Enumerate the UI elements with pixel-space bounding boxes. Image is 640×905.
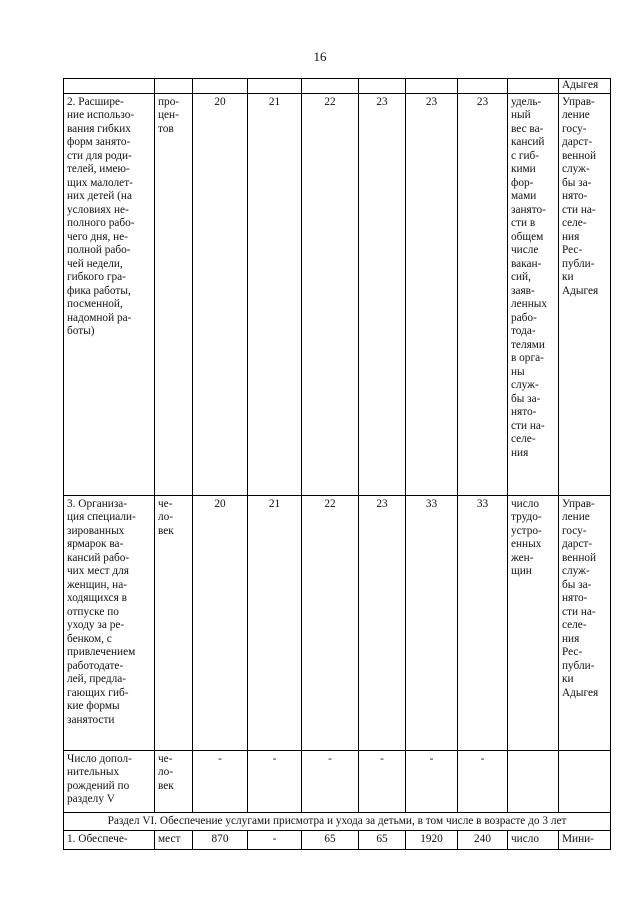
value-cell: 65 bbox=[359, 831, 406, 850]
unit-cell: че- ло- век bbox=[155, 495, 193, 750]
value-cell: 65 bbox=[302, 831, 359, 850]
unit-cell: че- ло- век bbox=[155, 750, 193, 812]
indicator-cell: удель- ный вес ва- кансий с гиб- кими фор- мами занято- сти в общем числе вакан- сий, заяв- ленных рабо- тода- телями в орга- ны служ- бы за- нято- сти на- селе- ния bbox=[508, 93, 559, 495]
indicator-cell: число bbox=[508, 831, 559, 850]
value-cell: - bbox=[406, 750, 458, 812]
value-cell: 33 bbox=[458, 495, 508, 750]
value-cell: - bbox=[302, 750, 359, 812]
value-cell: 20 bbox=[193, 495, 248, 750]
value-cell: - bbox=[248, 831, 302, 850]
table-row bbox=[64, 831, 611, 850]
table-row-summary bbox=[64, 750, 611, 812]
value-cell: - bbox=[458, 750, 508, 812]
measures-table bbox=[63, 78, 611, 850]
indicator-cell bbox=[508, 750, 559, 812]
value-cell: 240 bbox=[458, 831, 508, 850]
responsible-cell: Управ- ление госу- дарст- венной служ- бы за- нято- сти на- селе- ния Рес- публи- ки Адыгея bbox=[559, 93, 611, 495]
value-cell: 21 bbox=[248, 93, 302, 495]
page-number: 16 bbox=[313, 49, 327, 64]
measure-name: Число допол- нительных рождений по разделу V bbox=[64, 750, 155, 812]
section-title: Раздел VI. Обеспечение услугами присмотра и ухода за детьми, в том числе в возрасте до 3 лет bbox=[64, 812, 611, 831]
table-row bbox=[64, 495, 611, 750]
value-cell: - bbox=[248, 750, 302, 812]
value-cell: - bbox=[193, 750, 248, 812]
measure-name: 2. Расшире- ние использо- вания гибких форм занято- сти для роди- телей, имею- щих малолет- них детей (на условиях не- полного рабо- чего дня, не- полной рабо- чей недели, гибкого гра- фика работы, посменной, надомной ра- боты) bbox=[64, 93, 155, 495]
value-cell: 23 bbox=[406, 93, 458, 495]
value-cell: 22 bbox=[302, 93, 359, 495]
value-cell: 33 bbox=[406, 495, 458, 750]
responsible-cell bbox=[559, 750, 611, 812]
responsible-cell: Мини- bbox=[559, 831, 611, 850]
measure-name: 3. Организа- ция специали- зированных ярмарок ва- кансий рабо- чих мест для женщин, на- ходящихся в отпуске по уходу за ре- бенком, с привлечением работодате- лей, предла- гающих гиб- кие формы занятости bbox=[64, 495, 155, 750]
value-cell: - bbox=[359, 750, 406, 812]
value-cell: 22 bbox=[302, 495, 359, 750]
section-header-row bbox=[64, 812, 611, 831]
unit-cell: про- цен- тов bbox=[155, 93, 193, 495]
value-cell: 23 bbox=[359, 93, 406, 495]
indicator-cell: число трудо- устро- енных жен- щин bbox=[508, 495, 559, 750]
responsible-cell: Адыгея bbox=[559, 79, 611, 94]
unit-cell: мест bbox=[155, 831, 193, 850]
value-cell: 870 bbox=[193, 831, 248, 850]
measure-name: 1. Обеспече- bbox=[64, 831, 155, 850]
value-cell: 23 bbox=[359, 495, 406, 750]
value-cell: 21 bbox=[248, 495, 302, 750]
value-cell: 1920 bbox=[406, 831, 458, 850]
value-cell: 20 bbox=[193, 93, 248, 495]
responsible-cell: Управ- ление госу- дарст- венной служ- бы за- нято- сти на- селе- ния Рес- публи- ки Адыгея bbox=[559, 495, 611, 750]
table-row bbox=[64, 93, 611, 495]
value-cell: 23 bbox=[458, 93, 508, 495]
table-row-continuation bbox=[64, 79, 611, 94]
